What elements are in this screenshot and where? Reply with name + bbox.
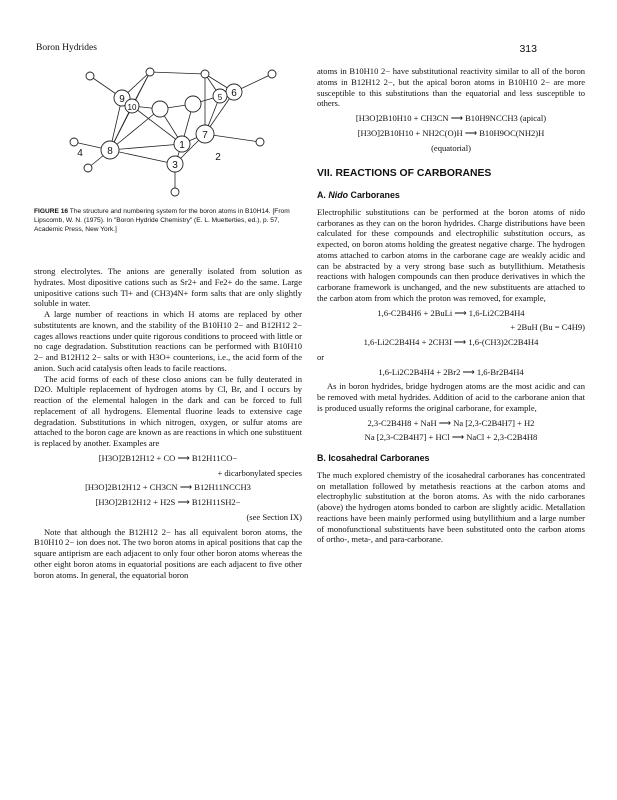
equation-continuation: + dicarbonylated species <box>217 467 302 478</box>
atom-label-8: 8 <box>107 146 113 157</box>
b10h14-structure-figure <box>60 64 295 204</box>
atom-label-9: 9 <box>119 94 125 105</box>
figure-caption <box>34 207 302 235</box>
equation: 1,6-Li2C2B4H4 + 2Br2 ⟶ 1,6-Br2B4H4 <box>378 366 524 377</box>
equation: [H3O]2B12H12 + H2S ⟶ B12H11SH2− <box>95 497 241 507</box>
paragraph: The much explored chemistry of the icosahedral carboranes has concentrated on metallation followed by metathesis reactions at the carbon atoms and electrophylic substitution at the boron atoms. As with the nido carboranes (above) the hydrogen atoms bonded to carbon are slightly acidic. Metallation reactions have been mainly performed using butyllithium and a large number of monofunctional substituents have been substituted onto the carbon atoms of ortho-, meta-, and para-carborane. <box>317 469 585 545</box>
atom-label-2: 2 <box>215 152 221 163</box>
running-header: Boron Hydrides <box>36 43 97 53</box>
paragraph: Note that although the B12H12 2− has all equivalent boron atoms, the B10H10 2− ion does not. The two boron atoms in apical positions that cap the square antiprism are each adjacent to only four other boron atoms whereas the other eight boron atoms in equatorial positions are each adjacent to five other boron atoms. In general, the equatorial boron <box>34 526 302 580</box>
equation-note: (see Section IX) <box>246 511 302 522</box>
atom-label-6: 6 <box>231 88 237 99</box>
right-column <box>317 66 585 545</box>
atom-label-10: 10 <box>127 103 137 112</box>
equation: 1,6-Li2C2B4H4 + 2CH3I ⟶ 1,6-(CH3)2C2B4H4 <box>363 337 539 347</box>
paragraph: As in boron hydrides, bridge hydrogen atoms are the most acidic and can be removed with metal hydrides. Addition of acid to the carborane anion that is produced usually reforms the original carborane, for example, <box>317 381 585 413</box>
conjunction: or <box>317 351 325 362</box>
equation-note: (equatorial) <box>431 142 471 153</box>
caption-text: The structure and numbering system for the boron atoms in B10H14. [From Lipscomb, W. N. (1975). In "Boron Hydride Chemistry" (E. L. Muetterties, ed.), p. 57, Academic Press, New York.] <box>34 208 290 234</box>
paragraph: strong electrolytes. The anions are generally isolated from solution as hydrates. Most dipositive cations such as Sr2+ and Fe2+ do the same. Large unipositive cations such Tl+ and (CH3)4N+ form salts that are only slightly soluble in water. <box>34 266 302 309</box>
equation: [H3O]2B10H10 + NH2C(O)H ⟶ B10H9OC(NH2)H <box>357 127 545 138</box>
paragraph: atoms in B10H10 2− have substitutional reactivity similar to all of the boron atoms in B12H12 2−, but the apical boron atoms in B10H10 2− are more susceptible to this substitutions than the equatorial and less susceptible to others. <box>317 66 585 109</box>
atom-label-7: 7 <box>202 130 208 141</box>
atom-label-3: 3 <box>172 160 178 171</box>
paragraph: A large number of reactions in which H atoms are replaced by other substitutents are known, and the stability of the B10H10 2− and B12H12 2− cages allows reactions under quite rigorous conditions to proceed with little or no cage degradation. Substitution reactions can be performed with B10H10 2− and B12H12 2− salts or with H3O+ counterions, i.e., the acid form of the anion. Such acid catalysis often leads to facile reactions. <box>34 309 302 373</box>
equation: [H3O]2B10H10 + CH3CN ⟶ B10H9NCCH3 (apical) <box>355 113 547 123</box>
atom-label-5: 5 <box>217 93 223 102</box>
page-number: 313 <box>519 43 537 55</box>
left-column <box>34 266 302 580</box>
subsection-heading-b: B. Icosahedral Carboranes <box>317 453 430 463</box>
subsection-heading-a: A. Nido Carboranes <box>317 190 400 200</box>
caption-label: FIGURE 16 <box>34 208 69 215</box>
paragraph: Electrophilic substitutions can be performed at the boron atoms of nido carboranes as they can on the boron hydrides. Charge distributions have been calculated for these compounds and electrophilic substitution occurs, as expected, on boron atoms holding the greatest negative charge. The hydrogen atoms attached to carbon atoms in the carborane cage are weakly acidic and can be abstracted by a very strong base such as butyllithium. Metathesis reactions with halogen compounds can then produce derivatives in which the carborane framework is unchanged, and the new substituents are attached to the carbon atom from which the proton was removed, for example, <box>317 206 585 303</box>
equation: [H3O]2B12H12 + CO ⟶ B12H11CO− <box>98 452 238 463</box>
paragraph: The acid forms of each of these closo anions can be fully deuterated in D2O. Multiple replacement of hydrogen atoms by Cl, Br, and I occurs by reaction of the elemental halogen in the dark and can be forced to full replacement of all hydrogens. Elemental fluorine leads to extensive cage degradation. Substitutions in which nitrogen, oxygen, or sulfur atoms are attached to the boron cage are known as are reactions in which one substituent is replaced by another. Examples are <box>34 373 302 448</box>
atom-label-4: 4 <box>77 148 83 159</box>
atom-label-1: 1 <box>179 140 185 151</box>
section-heading: VII. REACTIONS OF CARBORANES <box>317 168 492 180</box>
equation: 1,6-C2B4H6 + 2BuLi ⟶ 1,6-Li2C2B4H4 <box>377 307 525 318</box>
equation-continuation: + 2BuH (Bu = C4H9) <box>510 322 585 333</box>
equation: [H3O]2B12H12 + CH3CN ⟶ B12H11NCCH3 <box>85 482 251 493</box>
equation: Na [2,3-C2B4H7] + HCl ⟶ NaCl + 2,3-C2B4H8 <box>364 432 538 443</box>
equation: 2,3-C2B4H8 + NaH ⟶ Na [2,3-C2B4H7] + H2 <box>367 417 535 428</box>
